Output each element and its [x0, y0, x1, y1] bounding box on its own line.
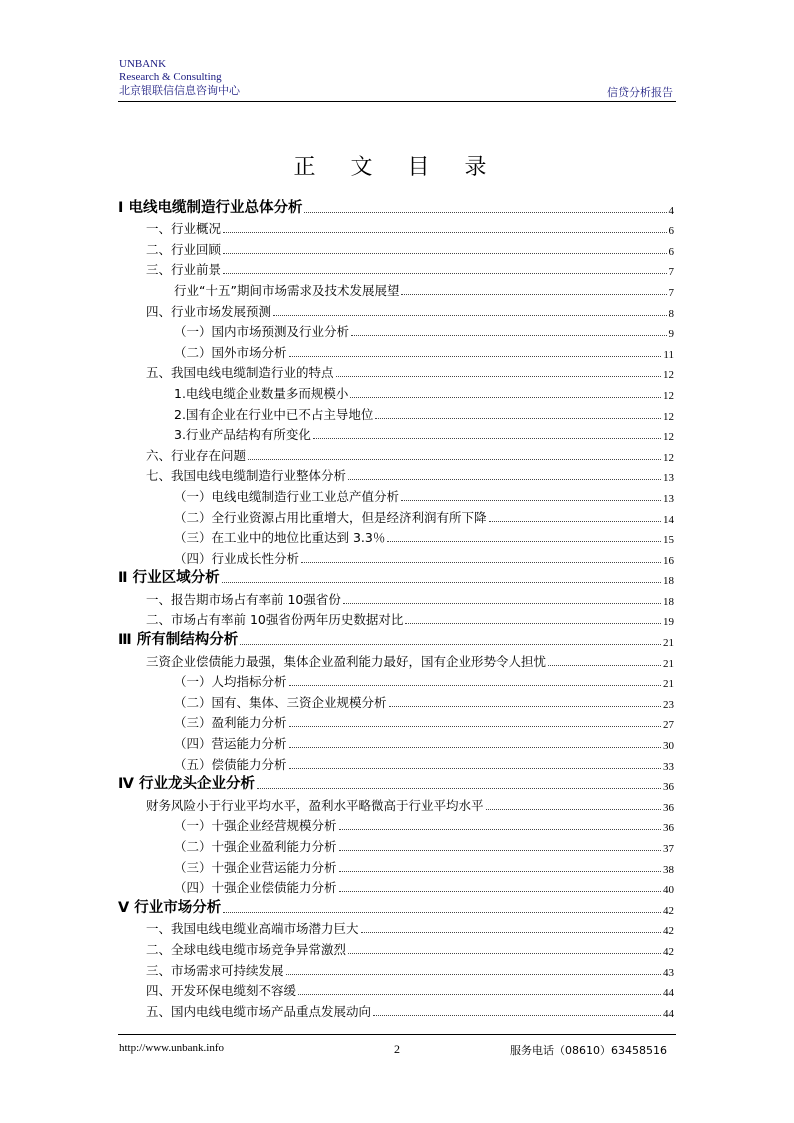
toc-leader-dots [350, 397, 661, 398]
toc-entry-page: 12 [663, 389, 674, 402]
toc-entry-title: 六、行业存在问题 [146, 447, 247, 463]
toc-entry-title: 二、行业回顾 [146, 241, 222, 257]
toc-entry-page: 6 [668, 225, 674, 238]
toc-entry[interactable] [118, 361, 674, 382]
toc-entry[interactable] [118, 320, 674, 341]
toc-entry[interactable] [118, 979, 674, 1000]
toc-entry-page: 12 [663, 369, 674, 382]
toc-entry[interactable] [118, 567, 674, 588]
toc-leader-dots [405, 623, 661, 624]
toc-leader-dots [339, 891, 661, 892]
toc-leader-dots [373, 1015, 661, 1016]
toc-entry[interactable] [118, 484, 674, 505]
toc-entry[interactable] [118, 937, 674, 958]
toc-leader-dots [351, 335, 666, 336]
toc-leader-dots [289, 356, 662, 357]
toc-entry[interactable] [118, 649, 674, 670]
toc-entry-page: 12 [663, 451, 674, 464]
toc-entry-title: 3.行业产品结构有所变化 [174, 427, 311, 443]
toc-entry-page: 9 [668, 328, 674, 341]
toc-entry-page: 15 [663, 534, 674, 547]
toc-leader-dots [289, 726, 661, 727]
toc-leader-dots [401, 500, 661, 501]
toc-entry-title: 行业“十五”期间市场需求及技术发展展望 [174, 282, 400, 298]
toc-entry[interactable] [118, 196, 674, 217]
toc-entry[interactable] [118, 834, 674, 855]
toc-entry-page: 8 [668, 307, 674, 320]
toc-entry-page: 42 [663, 904, 674, 917]
toc-entry-title: （二）国有、集体、三资企业规模分析 [174, 694, 387, 710]
toc-entry-page: 30 [663, 740, 674, 753]
toc-entry-page: 14 [663, 513, 674, 526]
toc-entry-page: 36 [663, 801, 674, 814]
toc-leader-dots [348, 479, 661, 480]
toc-entry-page: 7 [668, 286, 674, 299]
toc-entry-title: （三）盈利能力分析 [174, 715, 287, 731]
toc-leader-dots [375, 418, 661, 419]
toc-entry-title: （二）国外市场分析 [174, 344, 287, 360]
toc-entry-title: 三、市场需求可持续发展 [146, 962, 284, 978]
toc-entry-page: 38 [663, 863, 674, 876]
toc-entry-title: 二、全球电线电缆市场竞争异常激烈 [146, 941, 347, 957]
toc-entry-title: （三）十强企业营运能力分析 [174, 859, 337, 875]
toc-leader-dots [401, 294, 666, 295]
toc-entry[interactable] [118, 896, 674, 917]
toc-leader-dots [548, 665, 661, 666]
header-left [119, 58, 240, 97]
toc-entry[interactable] [118, 773, 674, 794]
toc-leader-dots [387, 541, 661, 542]
toc-entry-page: 36 [663, 822, 674, 835]
toc-leader-dots [304, 212, 666, 213]
toc-entry-title: （一）十强企业经营规模分析 [174, 818, 337, 834]
toc-entry[interactable] [118, 999, 674, 1020]
toc-entry[interactable] [118, 793, 674, 814]
toc-leader-dots [223, 253, 666, 254]
toc-entry-title: 财务风险小于行业平均水平，盈利水平略微高于行业平均水平 [146, 797, 484, 813]
toc-entry-title: 一、报告期市场占有率前 10强省份 [146, 591, 341, 607]
toc-entry-title: 四、行业市场发展预测 [146, 303, 272, 319]
page-number: 2 [394, 1042, 400, 1056]
toc-entry-page: 18 [663, 575, 674, 588]
toc-entry-title: （三）在工业中的地位比重达到 3.3％ [174, 530, 386, 546]
toc-leader-dots [248, 459, 661, 460]
toc-entry[interactable] [118, 855, 674, 876]
toc-entry-title: Ⅳ 行业龙头企业分析 [118, 776, 255, 793]
page-title: 正 文 目 录 [293, 155, 501, 180]
toc-entry-title: 一、我国电线电缆业高端市场潜力巨大 [146, 921, 359, 937]
toc-entry-title: （四）营运能力分析 [174, 736, 287, 752]
toc-leader-dots [223, 912, 661, 913]
report-type: 信贷分析报告 [607, 86, 673, 99]
toc-leader-dots [343, 603, 661, 604]
table-of-contents [118, 196, 674, 1020]
toc-leader-dots [223, 273, 666, 274]
toc-entry[interactable] [118, 731, 674, 752]
toc-entry-title: 五、国内电线电缆市场产品重点发展动向 [146, 1003, 372, 1019]
toc-entry-page: 21 [663, 637, 674, 650]
toc-entry[interactable] [118, 526, 674, 547]
toc-entry-page: 11 [663, 348, 674, 361]
header-divider [118, 101, 676, 102]
toc-entry-title: 一、行业概况 [146, 221, 222, 237]
toc-entry[interactable] [118, 340, 674, 361]
toc-entry-page: 43 [663, 966, 674, 979]
toc-entry-page: 27 [663, 719, 674, 732]
toc-entry-title: （二）全行业资源占用比重增大，但是经济利润有所下降 [174, 509, 487, 525]
toc-entry-title: Ⅰ 电线电缆制造行业总体分析 [118, 199, 303, 216]
toc-leader-dots [489, 521, 661, 522]
toc-entry[interactable] [118, 217, 674, 238]
toc-entry-page: 37 [663, 843, 674, 855]
toc-leader-dots [301, 562, 661, 563]
toc-entry-title: （四）十强企业偿债能力分析 [174, 880, 337, 896]
toc-entry[interactable] [118, 608, 674, 629]
toc-entry-title: Ⅴ 行业市场分析 [118, 899, 222, 916]
toc-entry-title: 三、行业前景 [146, 262, 222, 278]
toc-entry[interactable] [118, 402, 674, 423]
toc-entry-page: 16 [663, 554, 674, 567]
toc-entry[interactable] [118, 958, 674, 979]
toc-entry-page: 12 [663, 431, 674, 444]
toc-leader-dots [273, 315, 666, 316]
toc-leader-dots [313, 438, 661, 439]
toc-entry-page: 12 [663, 410, 674, 423]
toc-entry-page: 42 [663, 925, 674, 938]
toc-entry-page: 13 [663, 492, 674, 505]
toc-leader-dots [389, 706, 661, 707]
toc-entry[interactable] [118, 278, 674, 299]
toc-entry-page: 13 [663, 472, 674, 485]
toc-entry[interactable] [118, 876, 674, 897]
toc-entry-title: 2.国有企业在行业中已不占主导地位 [174, 406, 374, 422]
footer-divider [118, 1034, 676, 1035]
company-tagline: Research & Consulting [119, 71, 222, 83]
footer-phone: 服务电话（08610）63458516 [510, 1044, 667, 1057]
toc-entry-title: （一）国内市场预测及行业分析 [174, 324, 350, 340]
toc-leader-dots [336, 376, 661, 377]
toc-entry-page: 42 [663, 945, 674, 958]
toc-leader-dots [222, 582, 661, 583]
toc-entry-title: 四、开发环保电缆刻不容缓 [146, 983, 297, 999]
toc-entry-title: 七、我国电线电缆制造行业整体分析 [146, 468, 347, 484]
toc-entry[interactable] [118, 690, 674, 711]
toc-entry-title: （一）人均指标分析 [174, 674, 287, 690]
toc-entry[interactable] [118, 546, 674, 567]
toc-entry[interactable] [118, 381, 674, 402]
toc-entry[interactable] [118, 917, 674, 938]
toc-entry[interactable] [118, 258, 674, 279]
toc-entry-page: 44 [663, 987, 674, 1000]
toc-entry[interactable] [118, 423, 674, 444]
toc-entry-page: 44 [663, 1007, 674, 1020]
toc-entry-title: （五）偿债能力分析 [174, 756, 287, 772]
toc-entry-title: （一）电线电缆制造行业工业总产值分析 [174, 488, 400, 504]
toc-entry[interactable] [118, 628, 674, 649]
toc-entry-page: 40 [663, 884, 674, 897]
toc-entry[interactable] [118, 711, 674, 732]
toc-leader-dots [298, 994, 661, 995]
toc-leader-dots [240, 644, 661, 645]
toc-entry-title: 五、我国电线电缆制造行业的特点 [146, 365, 334, 381]
toc-entry-page: 7 [668, 266, 674, 279]
toc-entry[interactable] [118, 505, 674, 526]
toc-entry[interactable] [118, 443, 674, 464]
toc-entry-page: 4 [668, 204, 674, 217]
toc-leader-dots [361, 932, 661, 933]
toc-entry-page: 18 [663, 595, 674, 608]
toc-entry-title: （四）行业成长性分析 [174, 550, 300, 566]
toc-entry-page: 21 [663, 657, 674, 670]
toc-leader-dots [289, 768, 661, 769]
toc-leader-dots [339, 871, 661, 872]
toc-leader-dots [486, 809, 661, 810]
toc-leader-dots [223, 232, 666, 233]
toc-entry[interactable] [118, 814, 674, 835]
toc-entry-title: （二）十强企业盈利能力分析 [174, 839, 337, 854]
toc-entry[interactable] [118, 587, 674, 608]
toc-leader-dots [339, 829, 661, 830]
toc-leader-dots [257, 788, 661, 789]
toc-entry-page: 33 [663, 760, 674, 773]
toc-entry-title: 1.电线电缆企业数量多而规模小 [174, 385, 349, 401]
toc-entry-title: 二、市场占有率前 10强省份两年历史数据对比 [146, 612, 404, 628]
toc-leader-dots [289, 685, 661, 686]
toc-entry-title: Ⅱ 行业区域分析 [118, 570, 220, 587]
toc-entry[interactable] [118, 464, 674, 485]
toc-leader-dots [339, 850, 661, 851]
toc-leader-dots [348, 953, 661, 954]
toc-leader-dots [289, 747, 661, 748]
company-name: UNBANK [119, 58, 167, 70]
toc-entry-page: 19 [663, 616, 674, 629]
company-name-cn: 北京银联信信息咨询中心 [119, 84, 240, 97]
toc-leader-dots [286, 974, 661, 975]
toc-entry-title: Ⅲ 所有制结构分析 [118, 632, 239, 649]
toc-entry-page: 23 [663, 698, 674, 711]
toc-entry-title: 三资企业偿债能力最强，集体企业盈利能力最好，国有企业形势令人担忧 [146, 653, 547, 669]
toc-entry[interactable] [118, 237, 674, 258]
toc-entry-page: 21 [663, 678, 674, 691]
toc-entry[interactable] [118, 670, 674, 691]
toc-entry[interactable] [118, 752, 674, 773]
footer-url[interactable]: http://www.unbank.info [119, 1042, 224, 1054]
toc-entry[interactable] [118, 299, 674, 320]
toc-entry-page: 6 [668, 245, 674, 258]
toc-entry-page: 36 [663, 781, 674, 794]
